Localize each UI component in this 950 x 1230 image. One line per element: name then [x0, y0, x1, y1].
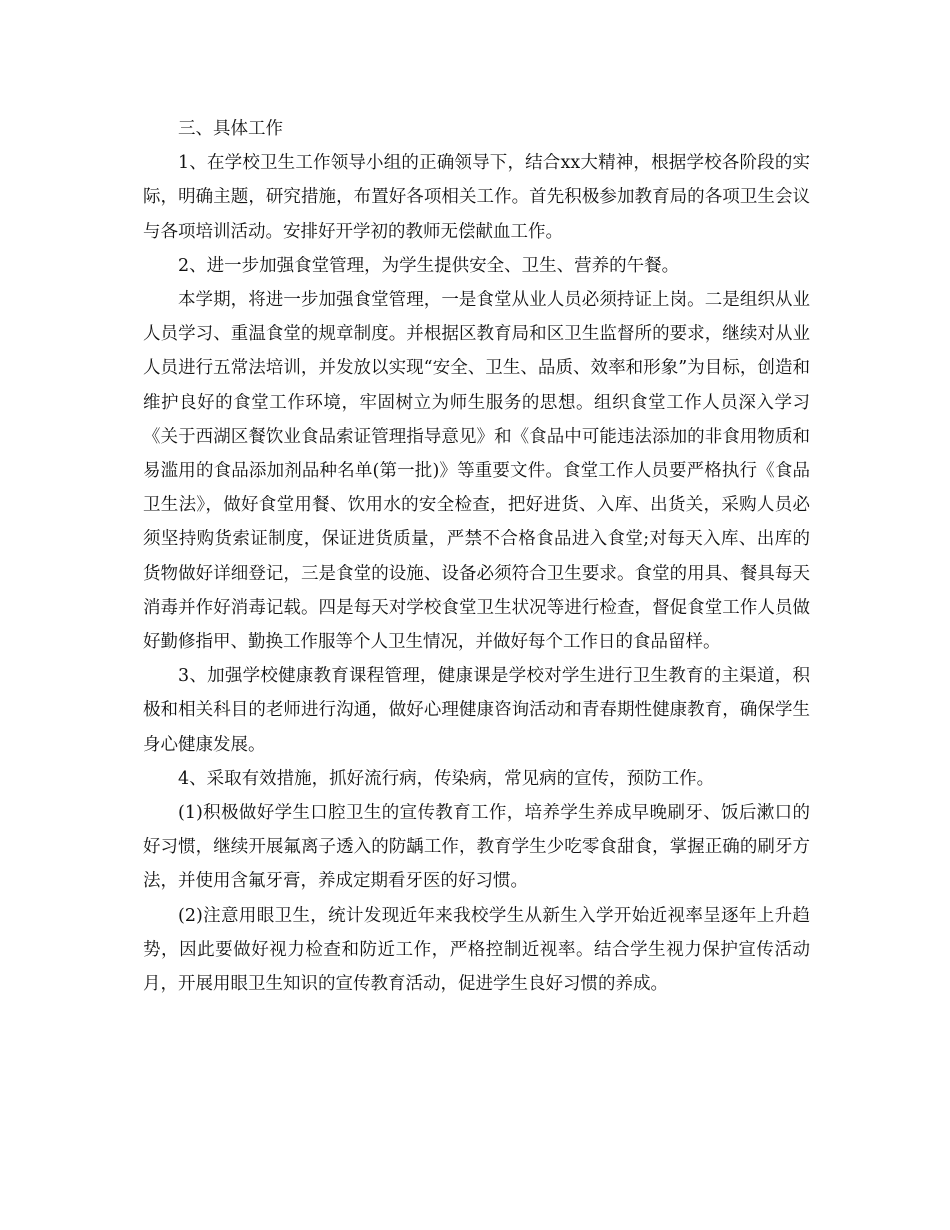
paragraph-item-3: 3、加强学校健康教育课程管理，健康课是学校对学生进行卫生教育的主渠道，积极和相关科目的老师进行沟通，做好心理健康咨询活动和青春期性健康教育，确保学生身心健康发展。: [143, 666, 810, 755]
paragraph-subitem-2: (2)注意用眼卫生，统计发现近年来我校学生从新生入学开始近视率呈逐年上升趋势，因此要做好视力检查和防近工作，严格控制近视率。结合学生视力保护宣传活动月，开展用眼卫生知识的宣传教育活动，促进学生良好习惯的养成。: [143, 905, 810, 995]
paragraph-item-2: 2、进一步加强食堂管理，为学生提供安全、卫生、营养的午餐。: [178, 255, 680, 276]
paragraph-item-1: 1、在学校卫生工作领导小组的正确领导下，结合xx大精神，根据学校各阶段的实际，明确主题，研究措施，布置好各项相关工作。首先积极参加教育局的各项卫生会议与各项培训活动。安排好开学初的教师无偿献血工作。: [143, 153, 810, 242]
paragraph-canteen-details: 本学期，将进一步加强食堂管理，一是食堂从业人员必须持证上岗。二是组织从业人员学习、重温食堂的规章制度。并根据区教育局和区卫生监督所的要求，继续对从业人员进行五常法培训，并发放以实现“安全、卫生、品质、效率和形象”为目标，创造和维护良好的食堂工作环境，牢固树立为师生服务的思想。组织食堂工作人员深入学习《关于西湖区餐饮业食品索证管理指导意见》和《食品中可能违法添加的非食用物质和易滥用的食品添加剂品种名单(第一批)》等重要文件。食堂工作人员要严格执行《食品卫生法》，做好食堂用餐、饮用水的安全检查，把好进货、入库、出货关，采购人员必须坚持购货索证制度，保证进货质量，严禁不合格食品进入食堂;对每天入库、出库的货物做好详细登记，三是食堂的设施、设备必须符合卫生要求。食堂的用具、餐具每天消毒并作好消毒记载。四是每天对学校食堂卫生状况等进行检查，督促食堂工作人员做好勤修指甲、勤换工作服等个人卫生情况，并做好每个工作日的食品留样。: [143, 290, 810, 653]
section-heading: 三、具体工作: [178, 119, 283, 139]
document-body: [143, 112, 810, 1001]
paragraph-subitem-1: (1)积极做好学生口腔卫生的宣传教育工作，培养学生养成早晚刷牙、饭后漱口的好习惯，继续开展氟离子透入的防龋工作，教育学生少吃零食甜食，掌握正确的刷牙方法，并使用含氟牙膏，养成定期看牙医的好习惯。: [143, 803, 810, 892]
paragraph-item-4: 4、采取有效措施，抓好流行病，传染病，常见病的宣传，预防工作。: [178, 768, 715, 789]
